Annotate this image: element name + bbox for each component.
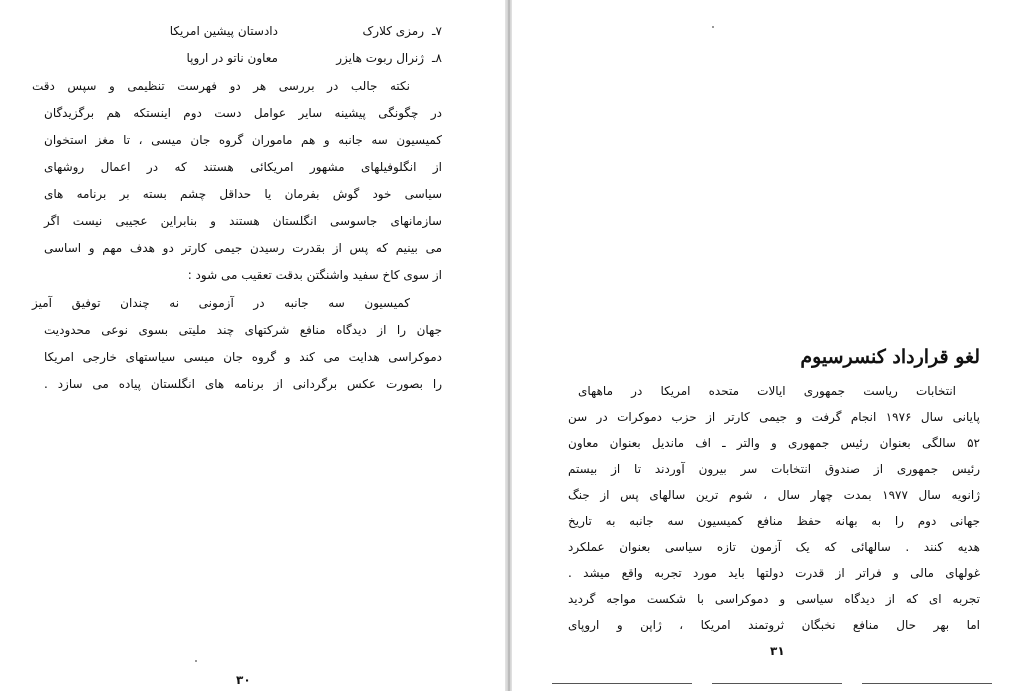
right-line-10: اما بهر حال منافع نخبگان ثروتمند امریکا ، ژاپن و اروپای (568, 618, 980, 632)
right-line-9: تجربه ای که از دیدگاه سیاسی و دموکراسی با شکست مواجه گردید (568, 592, 980, 606)
right-line-5: ژانویه سال ۱۹۷۷ بمدت چهار سال ، شوم ترین سالهای پس از جنگ (568, 488, 980, 502)
scan-speck (195, 660, 197, 662)
bottom-rule-left (552, 683, 692, 684)
right-line-2: پایانی سال ۱۹۷۶ انجام گرفت و جیمی کارتر از حزب دموکرات در سن (568, 410, 980, 424)
right-line-8: غولهای مالی و فراتر از قدرت دولتها باید مورد تجربه واقع میشد . (568, 566, 980, 580)
left-line-11: دموکراسی هدایت می کند و گروه جان میسی سیاستهای خارجی امریکا (44, 350, 442, 364)
right-line-1: انتخابات ریاست جمهوری ایالات متحده امریکا در ماههای (578, 384, 956, 398)
left-line-12: را بصورت عکس برگردانی از برنامه های انگلستان پیاده می سازد . (44, 377, 442, 391)
left-line-3: کمیسیون سه جانبه و هم ماموران گروه جان میسی ، تا مغز استخوان (44, 133, 442, 147)
left-line-1: نکته جالب در بررسی هر دو فهرست تنظیمی و سپس دقت (32, 79, 410, 93)
left-page (0, 0, 506, 691)
scan-speck (712, 26, 714, 28)
left-line-10: جهان را از دیدگاه منافع شرکتهای چند ملیتی بسوی نوعی محدودیت (44, 323, 442, 337)
right-page-number: ۳۱ (770, 644, 785, 658)
left-line-7: می بینیم که پس از بقدرت رسیدن جیمی کارتر دو هدف مهم و اساسی (44, 241, 442, 255)
left-line-4: از انگلوفیلهای مشهور امریکائی هستند که در اعمال روشهای (44, 160, 442, 174)
left-line-8: از سوی کاخ سفید واشنگتن بدقت تعقیب می شود : (187, 268, 442, 282)
list-item-7-name: رمزی کلارک (362, 24, 424, 38)
list-item-8-name: ژنرال ربوت هایزر (336, 51, 424, 65)
list-item-7-role: دادستان پیشین امریکا (169, 24, 278, 38)
bottom-rule-right (862, 683, 992, 684)
right-page (512, 0, 1018, 691)
right-line-7: هدیه کنند . سالهائی که یک آزمون تازه سیاسی بعنوان عملکرد (568, 540, 980, 554)
left-page-number: ۳۰ (236, 673, 251, 687)
right-line-4: رئیس جمهوری از صندوق انتخابات سر بیرون آوردند تا از بیستم (568, 462, 980, 476)
list-item-7-number: ۷ـ (432, 24, 442, 38)
bottom-rule-middle (712, 683, 842, 684)
left-line-5: سیاسی خود گوش بفرمان یا حداقل چشم بسته بر برنامه های (44, 187, 442, 201)
right-line-6: جهانی دوم را به بهانه حفظ منافع کمیسیون سه جانبه به تاریخ (568, 514, 980, 528)
left-line-2: در چگونگی پیشینه سایر عوامل دست دوم اینستکه هم برگزیدگان (44, 106, 442, 120)
left-line-9: کمیسیون سه جانبه در آزمونی نه چندان توفیق آمیز (32, 296, 410, 310)
left-line-6: سازمانهای جاسوسی انگلستان هستند و بنابراین عجیبی نیست اگر (44, 214, 442, 228)
list-item-8-role: معاون ناتو در اروپا (186, 51, 278, 65)
right-line-3: ۵۲ سالگی بعنوان رئیس جمهوری و والتر ـ اف ماندیل بعنوان معاون (568, 436, 980, 450)
list-item-8-number: ۸ـ (432, 51, 442, 65)
chapter-heading: لغو قرارداد کنسرسیوم (800, 346, 980, 368)
